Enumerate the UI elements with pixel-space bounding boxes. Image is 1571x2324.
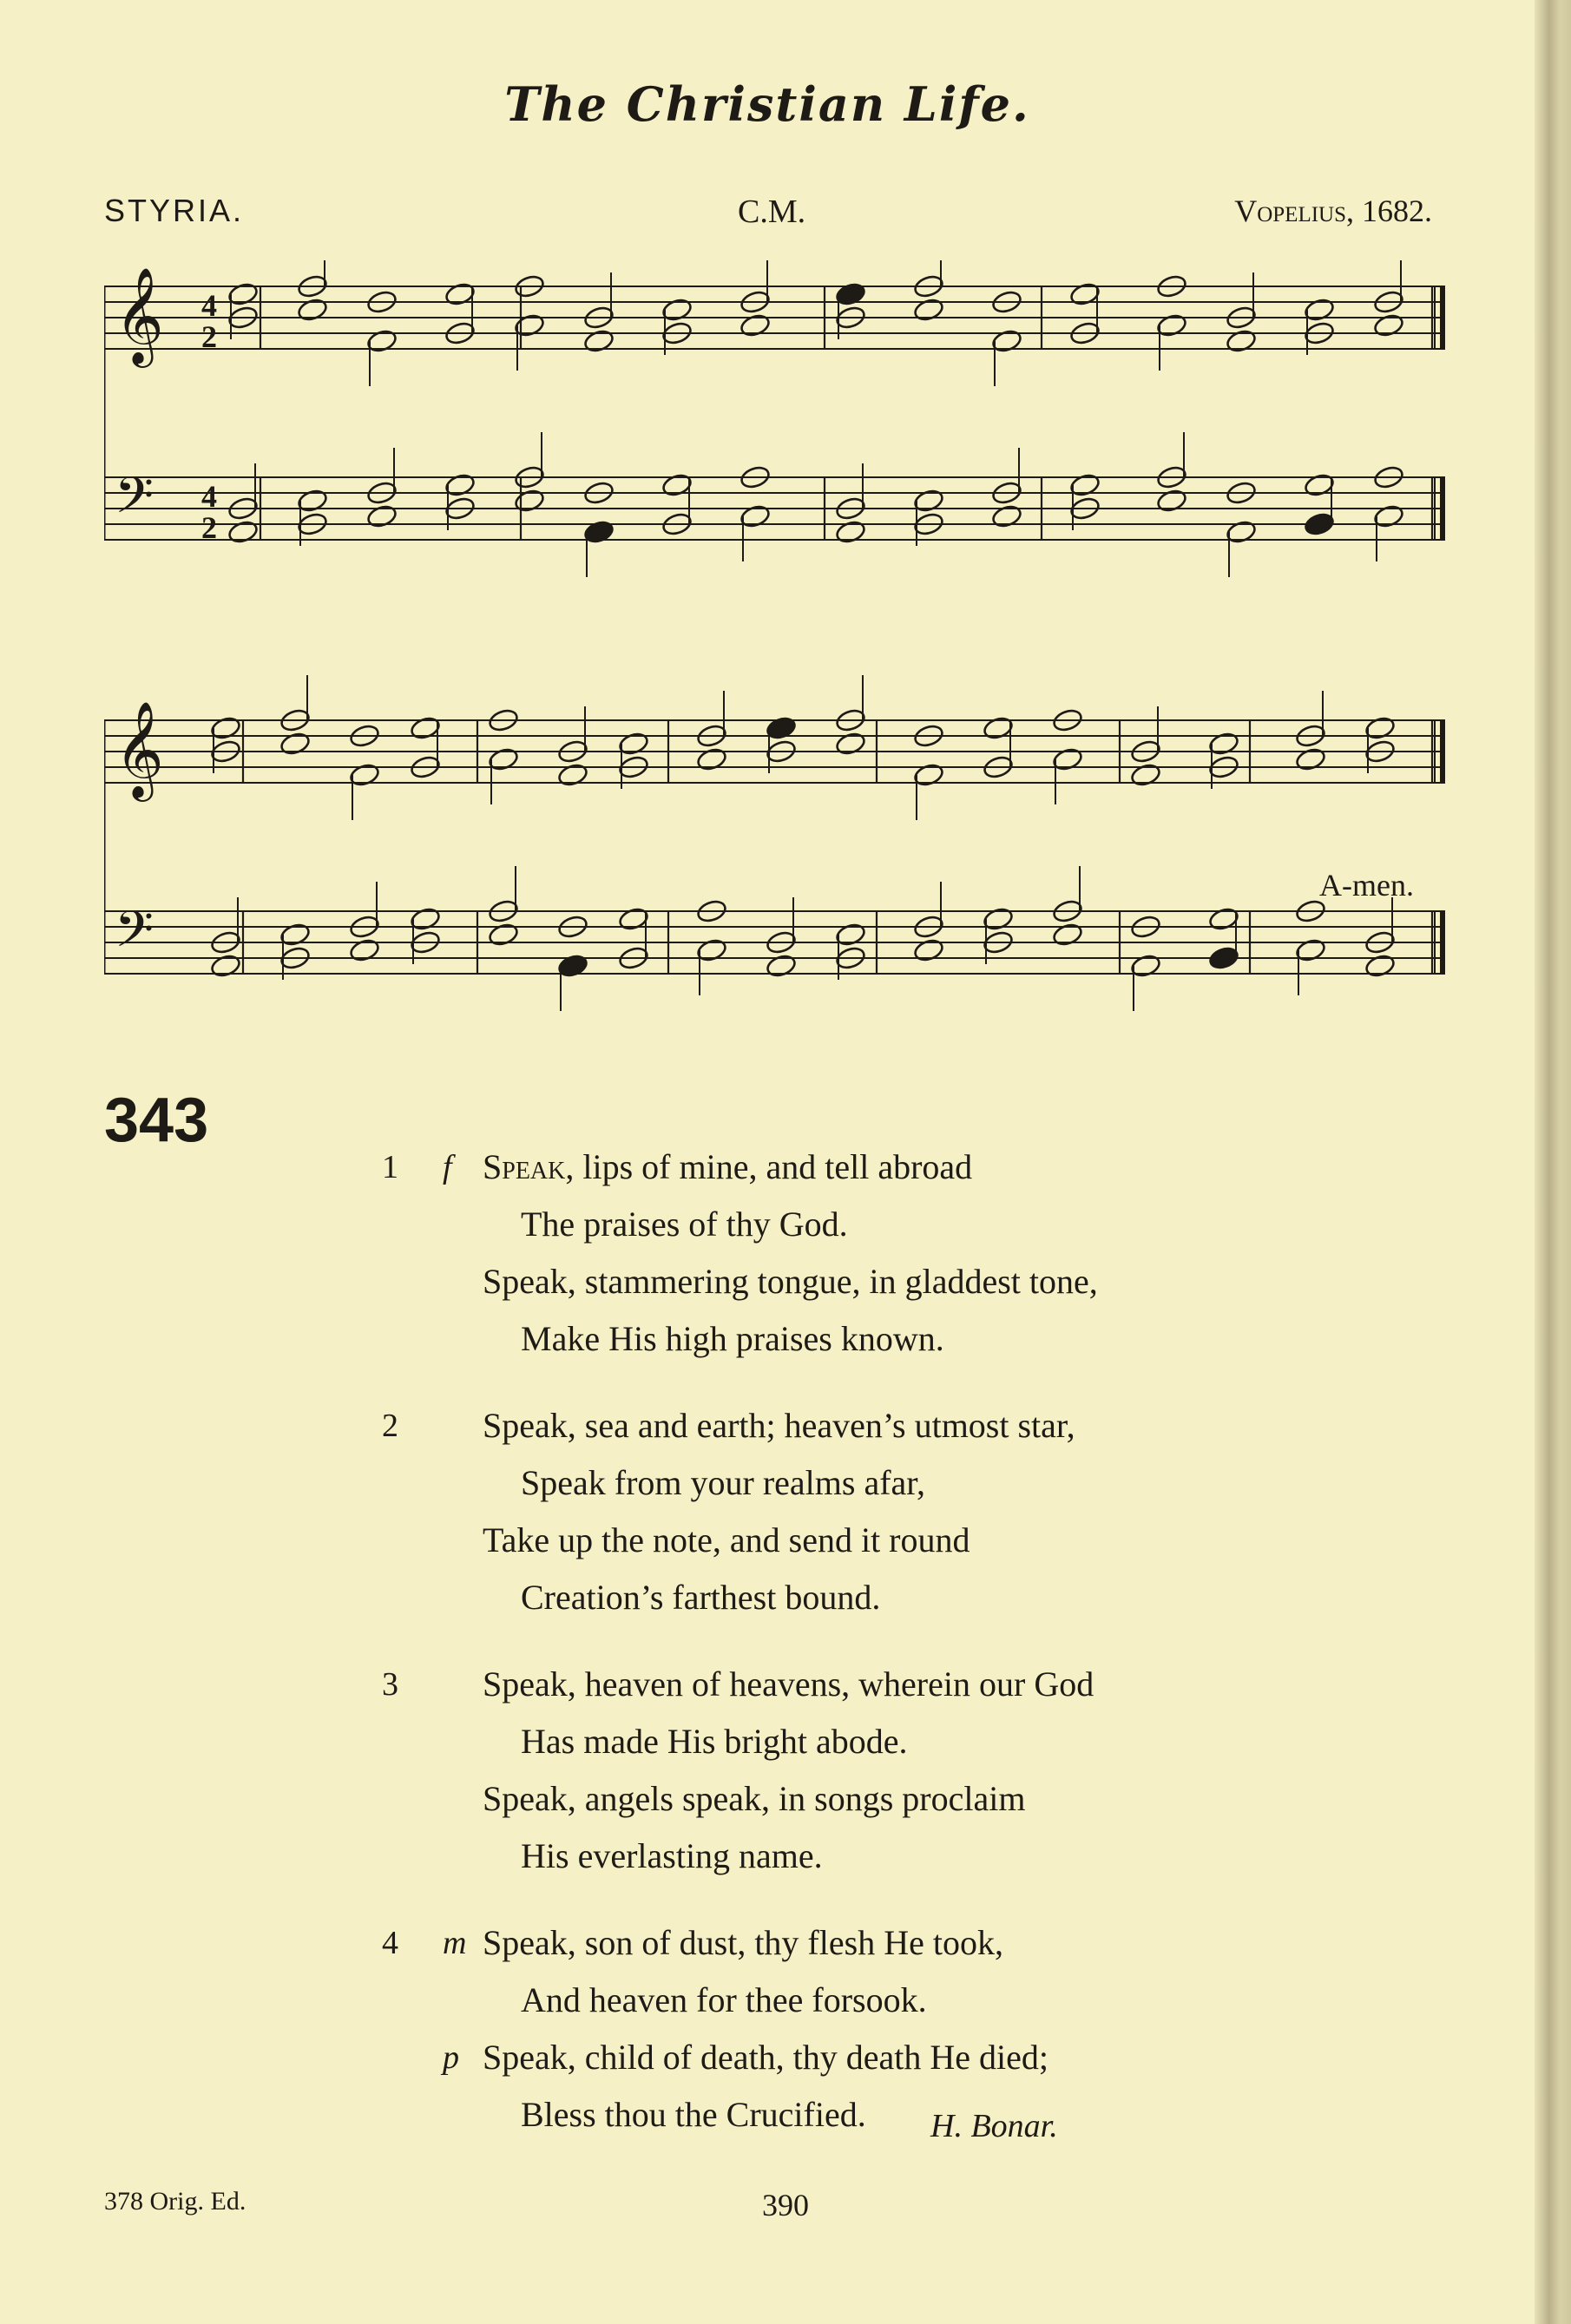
note-head	[696, 746, 728, 772]
note-head	[1295, 746, 1327, 772]
running-title: The Christian Life.	[504, 76, 1030, 132]
hymn-number: 343	[104, 1086, 209, 1155]
note-head	[227, 281, 260, 307]
verse-first-word: Speak	[483, 1147, 566, 1186]
verse-1	[382, 1139, 1423, 1368]
note-head	[1226, 328, 1258, 354]
note-head	[279, 922, 312, 948]
note-head	[835, 281, 867, 307]
page-number: 390	[762, 2188, 809, 2222]
time-signature-bottom: 2	[201, 510, 217, 545]
time-signature-top: 4	[201, 479, 217, 514]
music-score	[104, 260, 1458, 1067]
note-head	[766, 953, 798, 979]
tune-info	[104, 193, 1432, 236]
dynamic-mark: p	[443, 2039, 459, 2076]
note-head	[661, 297, 693, 323]
note-head	[835, 922, 867, 948]
note-head	[739, 503, 772, 529]
note-head	[488, 922, 520, 948]
note-head	[696, 937, 728, 963]
verse-line: His everlasting name.	[521, 1836, 823, 1875]
note-head	[557, 762, 589, 788]
note-head	[913, 937, 945, 963]
note-head	[983, 906, 1015, 932]
note-head	[349, 937, 381, 963]
note-head	[514, 312, 546, 338]
note-head	[913, 297, 945, 323]
note-head	[983, 715, 1015, 741]
note-head	[1156, 488, 1188, 514]
note-head	[913, 488, 945, 514]
verse-line: Speak from your realms afar,	[521, 1463, 925, 1502]
note-head	[366, 503, 398, 529]
note-head	[835, 519, 867, 545]
note-head	[557, 953, 589, 979]
original-edition-ref: 378 Orig. Ed.	[104, 2187, 246, 2216]
note-head	[1052, 922, 1084, 948]
note-head	[349, 762, 381, 788]
verse-line: Bless thou the Crucified.	[521, 2095, 866, 2134]
verse-line	[483, 1139, 972, 1196]
note-head	[1208, 906, 1240, 932]
verse-number: 4	[382, 1925, 398, 1961]
note-head	[766, 715, 798, 741]
note-head	[1364, 715, 1397, 741]
note-head	[1295, 937, 1327, 963]
note-head	[991, 328, 1023, 354]
note-head	[739, 312, 772, 338]
note-head	[410, 906, 442, 932]
note-head	[661, 472, 693, 498]
verse-4	[382, 1914, 1423, 2143]
note-head	[1373, 312, 1405, 338]
note-head	[913, 762, 945, 788]
tune-composer: Vopelius, 1682.	[1234, 194, 1432, 228]
note-head	[444, 281, 477, 307]
verse-line: And heaven for thee forsook.	[521, 1980, 927, 2019]
tune-name: STYRIA.	[104, 193, 245, 228]
note-head	[444, 472, 477, 498]
note-head	[227, 519, 260, 545]
note-head	[297, 297, 329, 323]
tune-meter: C.M.	[738, 194, 806, 230]
dynamic-mark: m	[443, 1925, 467, 1961]
verse-line: Make His high praises known.	[521, 1319, 944, 1358]
note-head	[618, 906, 650, 932]
verse-2	[382, 1397, 1423, 1626]
note-head	[210, 715, 242, 741]
note-head	[1304, 511, 1336, 537]
verse-line-rest: , lips of mine, and tell abroad	[565, 1147, 973, 1186]
verse-line: Creation’s farthest bound.	[521, 1578, 881, 1617]
verse-number: 1	[382, 1149, 398, 1185]
note-head	[1208, 945, 1240, 971]
verse-line: Speak, son of dust, thy flesh He took,	[483, 1923, 1003, 1962]
verse-3	[382, 1656, 1423, 1885]
note-head	[366, 328, 398, 354]
note-head	[583, 328, 615, 354]
note-head	[297, 488, 329, 514]
note-head	[1208, 731, 1240, 757]
music-system-1	[104, 260, 1445, 577]
note-head	[1069, 472, 1101, 498]
dynamic-mark: f	[443, 1149, 452, 1185]
treble-clef: 𝄞	[115, 700, 164, 798]
verse-number: 2	[382, 1408, 398, 1444]
page-edge	[1535, 0, 1571, 2324]
note-head	[618, 731, 650, 757]
note-head	[1130, 953, 1162, 979]
verse-line: Speak, stammering tongue, in gladdest tone,	[483, 1262, 1098, 1301]
note-head	[1364, 953, 1397, 979]
note-head	[583, 519, 615, 545]
note-head	[1130, 762, 1162, 788]
note-head	[410, 715, 442, 741]
note-head	[1373, 503, 1405, 529]
verse-line: Take up the note, and send it round	[483, 1520, 970, 1559]
note-head	[991, 503, 1023, 529]
note-head	[835, 731, 867, 757]
verse-line: Speak, heaven of heavens, wherein our God	[483, 1664, 1094, 1704]
bass-clef: 𝄢	[115, 900, 154, 971]
time-signature-top: 4	[201, 288, 217, 323]
treble-clef: 𝄞	[115, 266, 164, 364]
note-head	[1304, 297, 1336, 323]
note-head	[1069, 281, 1101, 307]
note-head	[279, 731, 312, 757]
note-head	[210, 953, 242, 979]
note-head	[1156, 312, 1188, 338]
note-head	[1052, 746, 1084, 772]
amen-lyric: A-men.	[1319, 868, 1414, 903]
music-system-2	[104, 675, 1445, 1011]
verse-line: Speak, sea and earth; heaven’s utmost star,	[483, 1406, 1075, 1445]
verse-line: Has made His bright abode.	[521, 1722, 908, 1761]
verse-line: Speak, angels speak, in songs proclaim	[483, 1779, 1026, 1818]
note-head	[1304, 472, 1336, 498]
note-head	[514, 488, 546, 514]
verse-number: 3	[382, 1666, 398, 1703]
note-head	[1226, 519, 1258, 545]
time-signature-bottom: 2	[201, 319, 217, 354]
author-attribution: H. Bonar.	[930, 2108, 1058, 2144]
note-head	[488, 746, 520, 772]
verse-line: The praises of thy God.	[521, 1205, 848, 1244]
bass-clef: 𝄢	[115, 466, 154, 537]
hymn-verses	[382, 1139, 1423, 2173]
verse-line: Speak, child of death, thy death He died;	[483, 2038, 1049, 2077]
